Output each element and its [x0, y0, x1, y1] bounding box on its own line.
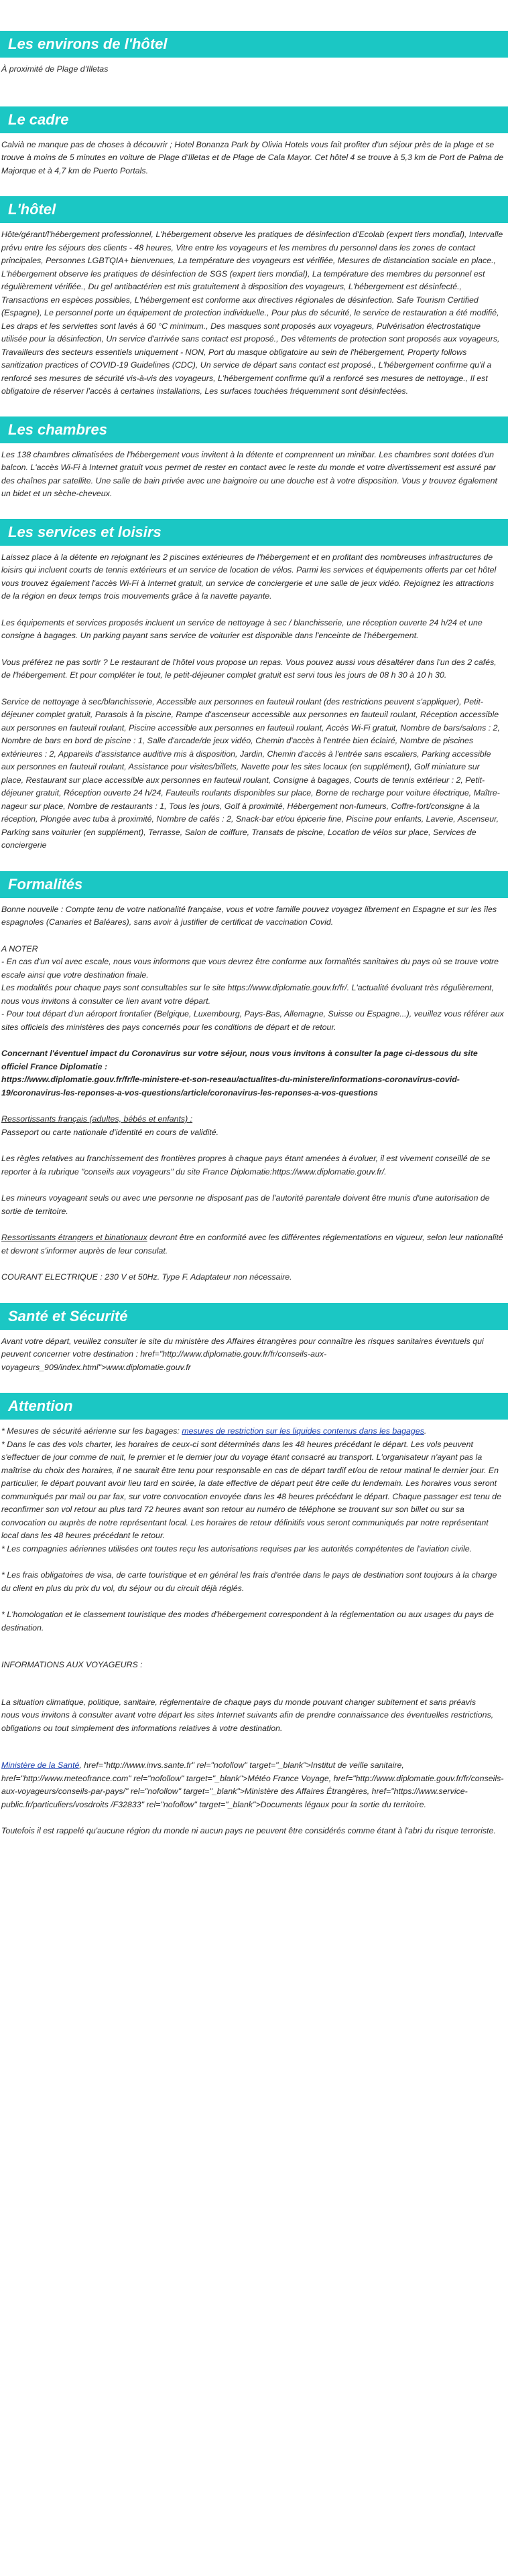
section-title: L'hôtel	[0, 196, 508, 223]
attention-links	[1, 1759, 504, 1811]
section-title: Attention	[0, 1393, 508, 1420]
section-formalites	[0, 871, 508, 1284]
formalites-etrangers	[1, 1231, 504, 1258]
attention-situation: La situation climatique, politique, sanitaire, réglementaire de chaque pays du monde pouvant changer subitement et sans préavis	[1, 1697, 477, 1707]
attention-situation2: nous vous invitons à consulter avant votre départ les sites Internet suivants afin de prendre connaissance des éventuelles restrictions, obligations ou tout simplement des informations relatives à votre destination.	[1, 1710, 494, 1733]
section-sante	[0, 1303, 508, 1375]
formalites-courant: COURANT ELECTRIQUE : 230 V et 50Hz. Type F. Adaptateur non nécessaire.	[1, 1272, 292, 1282]
formalites-resso-label: Ressortissants français (adultes, bébés et enfants) :	[1, 1114, 193, 1124]
attention-a3: * Les compagnies aériennes utilisées ont toutes reçu les autorisations requises par les autorités compétentes de l'aviation civile.	[1, 1543, 472, 1554]
attention-tout: Toutefois il est rappelé qu'aucune région du monde ni aucun pays ne peuvent être considérés comme étant à l'abri du risque terroriste.	[1, 1826, 496, 1835]
attention-a4: * Les frais obligatoires de visa, de carte touristique et en général les frais d'entrée dans le pays de destination sont toujours à la charge du client en plus du prix du vol, du séjour ou du circuit déjà réglés.	[1, 1570, 497, 1593]
attention-links-text: , href="http://www.invs.sante.fr" rel="nofollow" target="_blank">Institut de veille sanitaire, href="http://www.meteofrance.com" rel="nofollow" target="_blank">Météo France Voyage, href="http://www.diplomatie.gouv.fr/fr/conseils-aux-voyageurs/conseils-par-pays/" rel="nofollow" target="_blank">Ministère des Affaires Étrangères, href="https://www.service-public.fr/particuliers/vosdroits /F32833" rel="nofollow" target="_blank">Documents légaux pour la sortie du territoire.	[1, 1760, 504, 1809]
section-hotel	[0, 196, 508, 398]
section-environs	[0, 31, 508, 76]
section-chambres	[0, 416, 508, 501]
formalites-n3: - Pour tout départ d'un aéroport frontalier (Belgique, Luxembourg, Pays-Bas, Allemagne, Suisse ou Espagne...), veuillez vous référer aux sites officiels des ministères des pays concernés pour les conditions de départ et de retour.	[1, 1009, 504, 1032]
formalites-mineurs: Les mineurs voyageant seuls ou avec une personne ne disposant pas de l'autorité parentale doivent être munis d'une autorisation de sortie de territoire.	[1, 1193, 490, 1216]
section-attention	[0, 1393, 508, 1838]
formalites-intro: Bonne nouvelle : Compte tenu de votre nationalité française, vous et votre famille pouvez voyagez librement en Espagne et sur les îles espagnoles (Canaries et Baléares), sans avoir à justifier de certificat de vaccination Covid.	[1, 904, 497, 927]
formalites-n2: Les modalités pour chaque pays sont consultables sur le site https://www.diplomatie.gouv.fr/fr/. L'actualité évoluant très régulièrement, nous vous invitons à consulter ce lien avant votre départ.	[1, 983, 494, 1006]
section-title: Formalités	[0, 871, 508, 898]
cadre-text: Calvià ne manque pas de choses à découvrir ; Hotel Bonanza Park by Olivia Hotels vous fait profiter d'un séjour près de la plage et se trouve à moins de 5 minutes en voiture de Plage d'Illetas et de Plage de Cala Mayor. Cet hôtel 4 se trouve à 5,3 km de Port de Palma de Majorque et à 4,7 km de Puerto Portals.	[1, 139, 504, 175]
section-title: Santé et Sécurité	[0, 1303, 508, 1330]
ministere-sante-link[interactable]: Ministère de la Santé	[1, 1760, 80, 1770]
sante-text: Avant votre départ, veuillez consulter le site du ministère des Affaires étrangères pour connaître les risques sanitaires éventuels qui peuvent concerner votre destination : href="http://www.diplomatie.gouv.fr/fr/conseils-aux-voyageurs_909/index.html">www.diplomatie.gouv.fr	[1, 1336, 484, 1372]
formalites-regles: Les règles relatives au franchissement des frontières propres à chaque pays étant amenées à évoluer, il est vivement conseillé de se reporter à la rubrique "conseils aux voyageurs" du site France Diplomatie:https://www.diplomatie.gouv.fr/.	[1, 1154, 491, 1177]
chambres-text: Les 138 chambres climatisées de l'hébergement vous invitent à la détente et comprennent un minibar. Les chambres sont dotées d'un balcon. L'accès Wi-Fi à Internet gratuit vous permet de rester en contact avec le reste du monde et votre divertissement est assuré par des chaînes par satellite. Une salle de bain privée avec une baignoire ou une douche est à votre disposition. Vous y trouvez également un bidet et un sèche-cheveux.	[1, 449, 498, 498]
services-p1: Laissez place à la détente en rejoignant les 2 piscines extérieures de l'hébergement et en profitant des nombreuses infrastructures de loisirs qui incluent courts de tennis extérieurs et un service de location de vélos. Parmi les services et équipements offerts par cet hôtel vous trouvez également l'accès Wi-Fi à Internet gratuit, un service de conciergerie et une salle de jeux vidéo. Rejoignez les attractions de la région en deux temps trois mouvements grâce à la navette payante.	[1, 552, 497, 601]
hotel-text: Hôte/gérant/l'hébergement professionnel, L'hébergement observe les pratiques de désinfection d'Ecolab (expert tiers mondial), Intervalle prévu entre les séjours des clients - 48 heures, Vitre entre les voyageurs et les membres du personnel dans les zones de contact principales, Personnes LGBTQIA+ bienvenues, La température des voyageurs est vérifiée, Mesures de distanciation sociale en place., L'hébergement observe les pratiques de désinfection de SGS (expert tiers mondial), La température des membres du personnel est régulièrement vérifiée., Du gel antibactérien est mis gratuitement à disposition des voyageurs, L'hébergement est désinfecté., Transactions en espèces possibles, L'hébergement est conforme aux directives régionales de désinfection. Safe Tourism Certified (Espagne), Le personnel porte un équipement de protection individuelle., Pour plus de sécurité, le service de restauration a été modifié, Les draps et les serviettes sont lavés à 60 °C minimum., Des masques sont proposés aux voyageurs, Pulvérisation électrostatique utilisée pour la désinfection, Un service d'arrivée sans contact est proposé., Des vêtements de protection sont proposés aux voyageurs, Travailleurs des secteurs essentiels uniquement - NON, Port du masque obligatoire au sein de l'hébergement, Property follows sanitization practices of COVID-19 Guidelines (CDC), Un service de départ sans contact est proposé., L'hébergement confirme qu'il a renforcé ses mesures de sécurité vis-à-vis des voyageurs, L'hébergement confirme qu'il a renforcé ses mesures de nettoyage., Il est obligatoire de réserver l'accès à certaines installations, Les surfaces touchées fréquemment sont désinfectées.	[1, 230, 503, 396]
section-cadre	[0, 106, 508, 178]
page	[0, 31, 508, 1838]
attention-a5: * L'homologation et le classement touristique des modes d'hébergement correspondent à la réglementation ou aux usages du pays de destination.	[1, 1610, 494, 1633]
services-p2: Les équipements et services proposés incluent un service de nettoyage à sec / blanchisserie, une réception ouverte 24 h/24 et une consigne à bagages. Un parking payant sans service de voiturier est disponible dans l'enceinte de l'hébergement.	[1, 617, 483, 640]
section-title: Les chambres	[0, 416, 508, 443]
formalites-anoter: A NOTER	[1, 943, 38, 954]
formalites-etr-label: Ressortissants étrangers et binationaux	[1, 1233, 147, 1242]
attention-a1-pre: * Mesures de sécurité aérienne sur les bagages:	[1, 1426, 182, 1436]
attention-a1-post: .	[424, 1426, 427, 1436]
services-p4: Service de nettoyage à sec/blanchisserie, Accessible aux personnes en fauteuil roulant (des restrictions peuvent s'appliquer), Petit-déjeuner complet gratuit, Parasols à la piscine, Rampe d'ascenseur accessible aux personnes en fauteuil roulant, Réception accessible aux personnes en fauteuil roulant, Piscine accessible aux personnes en fauteuil roulant, Accès Wi-Fi gratuit, Nombre de bars/salons : 2, Nombre de bars en bord de piscine : 1, Salle d'arcade/de jeux vidéo, Chemin d'accès à l'entrée bien éclairé, Nombre de piscines extérieures : 2, Appareils d'assistance auditive mis à disposition, Jardin, Chemin d'accès à l'entrée sans escaliers, Parking accessible aux personnes en fauteuil roulant, Assistance pour visites/billets, Navette pour les sites locaux (en supplément), Golf miniature sur place, Restaurant sur place accessible aux personnes en fauteuil roulant, Consigne à bagages, Courts de tennis extérieur : 2, Petit-déjeuner gratuit, Réception ouverte 24 h/24, Fauteuils roulants disponibles sur place, Borne de recharge pour voiture électrique, Maître-nageur sur place, Nombre de restaurants : 1, Tous les jours, Golf à proximité, Hébergement non-fumeurs, Coffre-fort/consigne à la réception, Plongée avec tuba à proximité, Nombre de cafés : 2, Snack-bar et/ou épicerie fine, Piscine pour enfants, Laverie, Ascenseur, Parking sans voiturier (en supplément), Terrasse, Salon de coiffure, Transats de piscine, Location de vélos sur place, Services de conciergerie	[1, 696, 500, 850]
formalites-n1: - En cas d'un vol avec escale, nous vous informons que vous devrez être conforme aux formalités sanitaires du pays où se trouve votre escale ainsi que votre destination finale.	[1, 957, 499, 980]
section-title: Les services et loisirs	[0, 519, 508, 546]
formalites-bold1: Concernant l'éventuel impact du Coronavirus sur votre séjour, nous vous invitons à consulter la page ci-dessous du site officiel France Diplomatie :	[1, 1049, 478, 1071]
section-services	[0, 519, 508, 852]
liquids-restriction-link[interactable]: mesures de restriction sur les liquides contenus dans les bagages	[182, 1426, 424, 1436]
section-title: Les environs de l'hôtel	[0, 31, 508, 58]
formalites-etr-text: devront être en conformité avec les différentes réglementations en vigueur, selon leur nationalité et devront s'informer auprès de leur consulat.	[1, 1233, 503, 1256]
formalites-resso-text: Passeport ou carte nationale d'identité en cours de validité.	[1, 1127, 219, 1137]
services-p3: Vous préférez ne pas sortir ? Le restaurant de l'hôtel vous propose un repas. Vous pouvez aussi vous désaltérer dans l'un des 2 cafés, de l'hébergement. Et pour compléter le tout, le petit-déjeuner complet gratuit est servi tous les jours de 08 h 30 à 10 h 30.	[1, 657, 497, 680]
formalites-bold2[interactable]: https://www.diplomatie.gouv.fr/fr/le-ministere-et-son-reseau/actualites-du-ministere/informations-coronavirus-covid-19/coronavirus-les-reponses-a-vos-questions/article/coronavirus-les-reponses-a-vos-questions	[1, 1075, 460, 1097]
attention-a2: * Dans le cas des vols charter, les horaires de ceux-ci sont déterminés dans les 48 heures précédant le départ. Les vols peuvent s'effectuer de jour comme de nuit, le premier et le dernier jour du voyage étant consacré au transport. L'organisateur n'ayant pas la maîtrise du choix des horaires, il ne saurait être tenu pour responsable en cas de départ tardif et/ou de retour matinal le dernier jour. En particulier, le départ pouvant avoir lieu tard en soirée, la date effective de départ peut être celle du lendemain. Les horaires vous seront communiqués par mail ou par fax, sur votre convocation envoyée dans les 48 heures précédant le départ. Chaque passager est tenu de reconfirmer son vol retour au plus tard 72 heures avant son retour au numéro de téléphone se trouvant sur son billet ou sur sa convocation ou auprès de notre représentant local. Les horaires de retour définitifs vous seront communiqués par notre représentant local dans les 48 heures précédant le retour.	[1, 1439, 501, 1540]
attention-a1	[1, 1425, 504, 1438]
section-title: Le cadre	[0, 106, 508, 133]
environs-text: À proximité de Plage d'Illetas	[1, 64, 109, 74]
attention-info: INFORMATIONS AUX VOYAGEURS :	[1, 1660, 143, 1669]
